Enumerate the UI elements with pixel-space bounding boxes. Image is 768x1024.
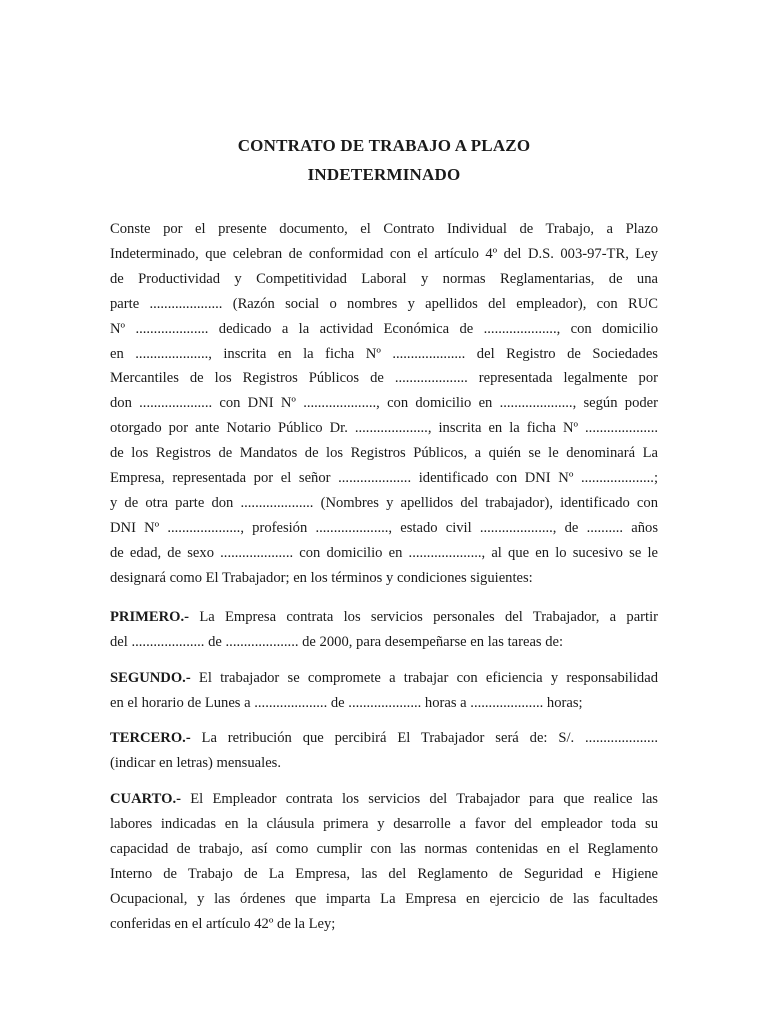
intro-line: otorgado por ante Notario Público Dr. ...................., inscrita en la ficha Nº .................... <box>110 420 658 437</box>
intro-line: designará como El Trabajador; en los términos y condiciones siguientes: <box>110 569 533 586</box>
intro-line: en ...................., inscrita en la ficha Nº .................... del Registro de Sociedades <box>110 345 658 362</box>
clause-label: TERCERO.- <box>110 730 191 746</box>
document-title-line-2: INDETERMINADO <box>307 165 461 184</box>
clause-line: del .................... de .................... de 2000, para desempeñarse en las tareas de: <box>110 633 564 650</box>
clause-label: PRIMERO.- <box>110 609 190 625</box>
clause-line: Ocupacional, y las órdenes que imparta La Empresa en ejercicio de las facultades <box>110 890 658 907</box>
clause-first-line <box>110 726 658 751</box>
intro-line: Nº .................... dedicado a la actividad Económica de ...................., con domicilio <box>110 320 658 337</box>
clause-primero <box>110 605 658 655</box>
intro-line: Mercantiles de los Registros Públicos de .................... representada legalmente por <box>110 370 658 387</box>
clause-tercero <box>110 726 658 776</box>
intro-line: de Productividad y Competitividad Laboral y normas Reglamentarias, de una <box>110 270 658 287</box>
clause-text: El trabajador se compromete a trabajar con eficiencia y responsabilidad <box>190 670 658 686</box>
clause-text: La retribución que percibirá El Trabajador será de: S/. .................... <box>190 730 658 746</box>
clause-line: capacidad de trabajo, así como cumplir con las normas contenidas en el Reglamento <box>110 840 658 857</box>
clause-first-line <box>110 666 658 691</box>
clause-label: CUARTO.- <box>110 791 181 807</box>
intro-line: Empresa, representada por el señor .................... identificado con DNI Nº ....................; <box>110 470 658 487</box>
clause-cuarto <box>110 787 658 936</box>
intro-line: de edad, de sexo .................... con domicilio en ...................., al que en lo sucesivo se le <box>110 544 658 561</box>
clause-first-line <box>110 787 658 812</box>
clause-first-line <box>110 605 658 630</box>
clause-label: SEGUNDO.- <box>110 670 191 686</box>
intro-line: DNI Nº ...................., profesión ...................., estado civil ...................., de .......... años <box>110 519 658 536</box>
intro-line: Conste por el presente documento, el Contrato Individual de Trabajo, a Plazo <box>110 221 658 237</box>
intro-line: don .................... con DNI Nº ...................., con domicilio en ...................., según poder <box>110 395 658 412</box>
clause-line: conferidas en el artículo 42º de la Ley; <box>110 915 336 932</box>
intro-line: de los Registros de Mandatos de los Registros Públicos, a quién se le denominará La <box>110 445 658 462</box>
clause-line: (indicar en letras) mensuales. <box>110 754 281 771</box>
clause-line: labores indicadas en la cláusula primera y desarrolle a favor del empleador toda su <box>110 815 658 832</box>
intro-paragraph <box>110 217 658 591</box>
intro-line: y de otra parte don .................... (Nombres y apellidos del trabajador), identificado con <box>110 494 658 511</box>
clause-text: La Empresa contrata los servicios personales del Trabajador, a partir <box>189 609 658 625</box>
document-title-line-1: CONTRATO DE TRABAJO A PLAZO <box>237 136 531 155</box>
clause-line: Interno de Trabajo de La Empresa, las del Reglamento de Seguridad e Higiene <box>110 865 658 882</box>
clause-line: en el horario de Lunes a .................... de .................... horas a .................... horas; <box>110 694 583 711</box>
intro-line: parte .................... (Razón social o nombres y apellidos del empleador), con RUC <box>110 295 658 312</box>
clause-segundo <box>110 666 658 716</box>
intro-line: Indeterminado, que celebran de conformidad con el artículo 4º del D.S. 003-97-TR, Ley <box>110 245 658 262</box>
clause-text: El Empleador contrata los servicios del Trabajador para que realice las <box>180 791 658 807</box>
